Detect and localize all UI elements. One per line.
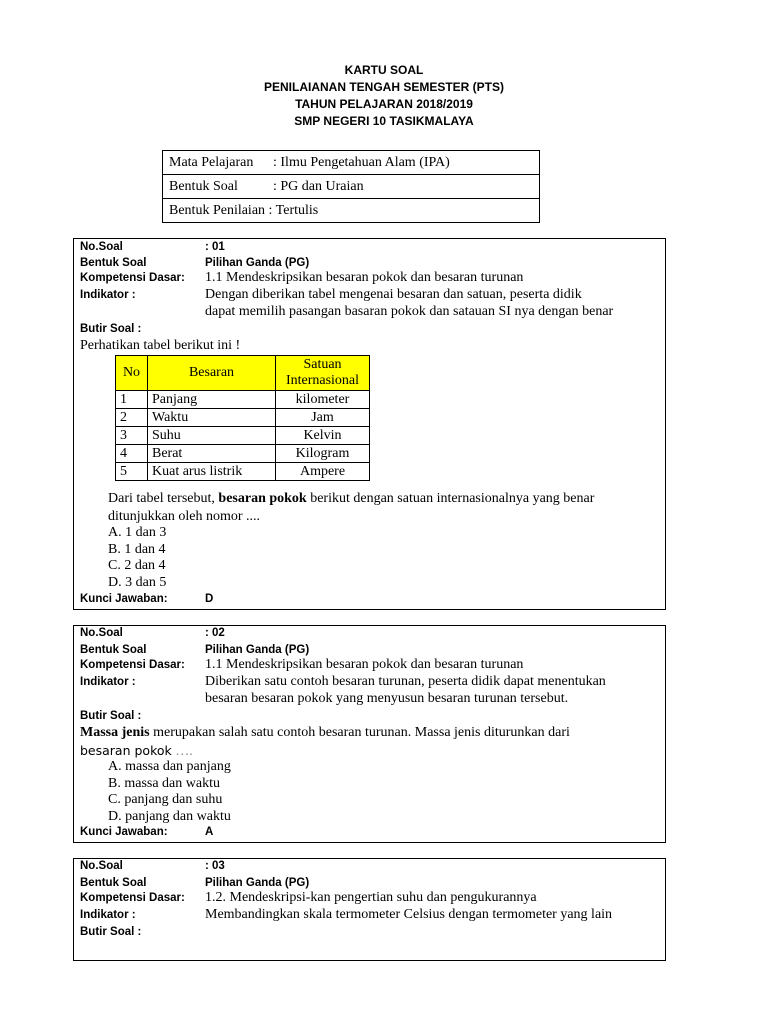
question-card-2 — [73, 625, 666, 843]
question-2-meta — [74, 626, 665, 725]
q1-stem-part-a: Dari tabel tersebut, — [108, 491, 219, 506]
subject-row — [163, 151, 539, 175]
q1-no-value: : 01 — [205, 241, 225, 253]
table-row — [116, 409, 370, 427]
q1-kd-label: Kompetensi Dasar: — [80, 272, 185, 284]
q1-option-a: A. 1 dan 3 — [108, 525, 167, 540]
q3-type-label: Bentuk Soal — [80, 877, 147, 889]
cell-unit: Ampere — [276, 463, 370, 481]
cell-no: 2 — [116, 409, 148, 427]
q1-option-b: B. 1 dan 4 — [108, 542, 166, 557]
q2-answer-value: A — [205, 826, 214, 838]
q2-answer-label: Kunci Jawaban: — [80, 826, 168, 838]
q1-answer-value: D — [205, 593, 214, 605]
q1-stem-part-b: berikut dengan satuan internasionalnya yang benar — [306, 491, 595, 506]
q1-indicator-line-1: Dengan diberikan tabel mengenai besaran dan satuan, peserta didik — [205, 287, 582, 302]
cell-unit: Jam — [276, 409, 370, 427]
cell-no: 1 — [116, 391, 148, 409]
q1-indicator-row-2 — [74, 306, 665, 323]
q2-option-c: C. panjang dan suhu — [108, 792, 223, 807]
q2-stem-part-a: merupakan salah satu contoh besaran turunan. Massa jenis diturunkan dari — [149, 725, 570, 740]
question-1-meta — [74, 239, 665, 338]
document-header — [0, 62, 768, 130]
q1-quantity-table — [115, 355, 370, 481]
cell-quantity: Kuat arus listrik — [148, 463, 276, 481]
q1-col-unit: Satuan Internasional — [276, 356, 370, 391]
q3-no-value: : 03 — [205, 860, 225, 872]
q1-intro: Perhatikan tabel berikut ini ! — [80, 338, 241, 353]
header-title: KARTU SOAL — [344, 63, 424, 77]
assessment-text: Bentuk Penilaian : Tertulis — [169, 203, 319, 218]
q2-item-row — [74, 710, 665, 726]
q3-no-label: No.Soal — [80, 860, 123, 872]
q1-indicator-line-2: dapat memilih pasangan basaran pokok dan satauan SI nya dengan benar — [205, 304, 614, 319]
question-type-value: : PG dan Uraian — [273, 179, 364, 194]
header-year: TAHUN PELAJARAN 2018/2019 — [295, 97, 473, 111]
q1-col-no: No — [116, 356, 148, 391]
q1-item-label: Butir Soal : — [80, 323, 142, 335]
q2-answer-row — [74, 826, 665, 842]
table-row — [116, 463, 370, 481]
question-type-row — [163, 175, 539, 199]
cell-quantity: Berat — [148, 445, 276, 463]
q2-indicator-label: Indikator : — [80, 676, 136, 688]
subject-label: Mata Pelajaran — [169, 155, 254, 170]
q2-kd-value: 1.1 Mendeskripsikan besaran pokok dan besaran turunan — [205, 657, 524, 672]
q3-item-label: Butir Soal : — [80, 926, 142, 938]
q1-item-row — [74, 323, 665, 339]
question-3-meta — [74, 859, 665, 941]
q1-option-c: C. 2 dan 4 — [108, 558, 166, 573]
q2-indicator-line-1: Diberikan satu contoh besaran turunan, peserta didik dapat menentukan — [205, 674, 606, 689]
cell-quantity: Panjang — [148, 391, 276, 409]
q2-option-a: A. massa dan panjang — [108, 759, 231, 774]
header-school: SMP NEGERI 10 TASIKMALAYA — [294, 114, 474, 128]
q2-stem-term: besaran pokok — [80, 743, 172, 758]
q2-type-value: Pilihan Ganda (PG) — [205, 644, 310, 656]
q3-item-row — [74, 926, 665, 942]
q1-indicator-label: Indikator : — [80, 289, 136, 301]
question-card-3 — [73, 858, 666, 961]
q3-type-value: Pilihan Ganda (PG) — [205, 877, 310, 889]
subject-info-table — [162, 150, 540, 223]
cell-unit: Kelvin — [276, 427, 370, 445]
cell-unit: kilometer — [276, 391, 370, 409]
assessment-row — [163, 199, 539, 222]
header-exam: PENILAIANAN TENGAH SEMESTER (PTS) — [263, 80, 504, 94]
table-row — [116, 427, 370, 445]
q1-table-header — [116, 356, 370, 391]
q2-stem-line-1 — [80, 725, 570, 741]
q2-option-d: D. panjang dan waktu — [108, 809, 231, 824]
q1-no-label: No.Soal — [80, 241, 123, 253]
q1-kd-value: 1.1 Mendeskripsikan besaran pokok dan besaran turunan — [205, 270, 524, 285]
q3-indicator-value: Membandingkan skala termometer Celsius dengan termometer yang lain — [205, 907, 613, 922]
q1-stem-emphasis: besaran pokok — [218, 491, 307, 506]
cell-quantity: Suhu — [148, 427, 276, 445]
question-card-1 — [73, 238, 666, 610]
q3-kd-label: Kompetensi Dasar: — [80, 892, 185, 904]
subject-value: : Ilmu Pengetahuan Alam (IPA) — [273, 155, 450, 170]
cell-no: 3 — [116, 427, 148, 445]
cell-no: 4 — [116, 445, 148, 463]
q1-answer-row — [74, 593, 665, 609]
q1-stem-line-2: ditunjukkan oleh nomor .... — [108, 509, 261, 524]
question-type-label: Bentuk Soal — [169, 179, 238, 194]
q2-stem-line-2 — [80, 743, 193, 760]
q1-no-row — [74, 241, 665, 257]
q3-indicator-label: Indikator : — [80, 909, 136, 921]
q2-no-value: : 02 — [205, 627, 225, 639]
q2-indicator-row-2 — [74, 693, 665, 710]
q2-option-b: B. massa dan waktu — [108, 776, 220, 791]
q1-stem-line-1 — [108, 491, 594, 507]
table-row — [116, 391, 370, 409]
cell-unit: Kilogram — [276, 445, 370, 463]
q1-option-d: D. 3 dan 5 — [108, 575, 167, 590]
q1-type-value: Pilihan Ganda (PG) — [205, 257, 310, 269]
q1-type-label: Bentuk Soal — [80, 257, 147, 269]
q3-indicator-row — [74, 909, 665, 926]
q2-kd-label: Kompetensi Dasar: — [80, 659, 185, 671]
q3-no-row — [74, 860, 665, 876]
cell-no: 5 — [116, 463, 148, 481]
q1-answer-label: Kunci Jawaban: — [80, 593, 168, 605]
q3-kd-value: 1.2. Mendeskripsi-kan pengertian suhu dan pengukurannya — [205, 890, 537, 905]
q2-stem-dots: …. — [171, 744, 193, 759]
q2-type-label: Bentuk Soal — [80, 644, 147, 656]
q1-col-quantity: Besaran — [148, 356, 276, 391]
q2-indicator-line-2: besaran besaran pokok yang menyusun besaran turunan tersebut. — [205, 691, 569, 706]
cell-quantity: Waktu — [148, 409, 276, 427]
table-row — [116, 445, 370, 463]
q2-stem-emphasis: Massa jenis — [80, 725, 150, 740]
q2-item-label: Butir Soal : — [80, 710, 142, 722]
q2-no-label: No.Soal — [80, 627, 123, 639]
q2-no-row — [74, 627, 665, 643]
